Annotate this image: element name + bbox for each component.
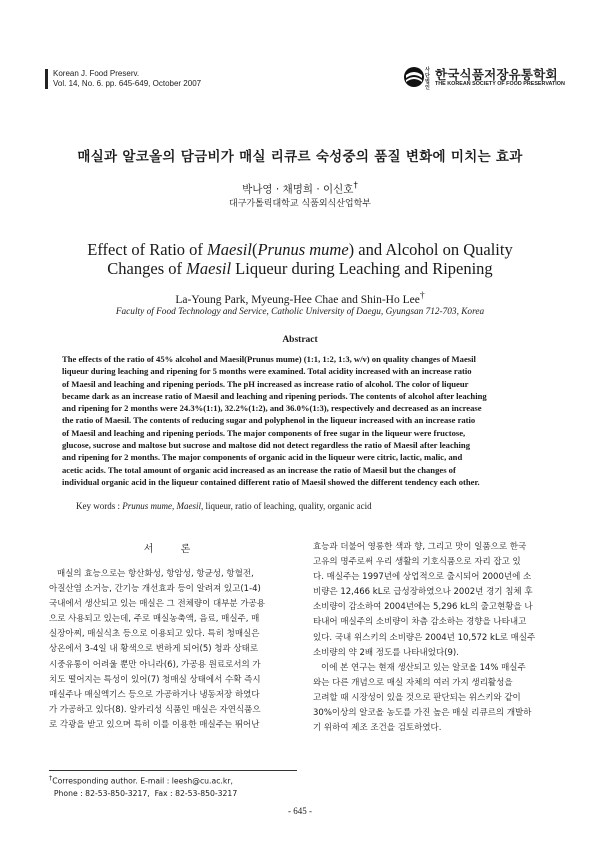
corresponding-mark: †: [353, 181, 358, 191]
text-line: 다. 매실주는 1997년에 상업적으로 출시되어 2000년에 소: [313, 572, 532, 583]
text-line: 상온에서 3-4일 내 황색으로 변하게 되어(5) 청과 상태로: [49, 644, 259, 655]
abstract-line: and ripening for 2 months. The major components of organic acid in the liqueur were citric, lactic, malic, and: [62, 452, 463, 463]
text-line: 효능과 더불어 영롱한 색과 향, 그리고 맛이 일품으로 한국: [313, 542, 527, 552]
text-line: 있다. 국내 위스키의 소비량은 2004년 10,572 kL로 매실주: [313, 632, 536, 643]
society-name-korean: 한국식품저장유통학회: [435, 67, 558, 82]
introduction-paragraph-1: [49, 567, 297, 733]
title-text: ) and Alcohol on Quality: [348, 240, 513, 259]
text-line: 로 각광을 받고 있으며 특히 이를 이용한 매실주는 뛰어난: [49, 719, 260, 730]
page-number: - 645 -: [288, 806, 312, 816]
text-line: 고려할 때 시장성이 있을 것으로 판단되는 위스키와 같이: [313, 692, 521, 703]
society-logo-block: [403, 64, 565, 94]
authors-korean-names: 박나영 · 채명희 · 이신호: [242, 183, 354, 196]
title-italic: Prunus mume: [257, 240, 349, 259]
section-title-introduction: 서 론: [143, 544, 203, 555]
text-line: 30%이상의 알코올 농도를 가진 높은 매실 리큐르의 개발하: [313, 708, 532, 719]
title-korean: 매실과 알코올의 담금비가 매실 리큐르 숙성중의 품질 변화에 미치는 효과: [77, 149, 523, 165]
corresponding-mark: †: [419, 290, 425, 301]
text-line: 소비량이 감소하여 2004년에는 5,296 kL의 출고현황을 나: [313, 602, 533, 613]
abstract-line: of Maesil and leaching and ripening periods. The major components of free sugar in the liqueur were fructose,: [62, 427, 466, 438]
text-line: 아질산염 소거능, 간기능 개선효과 등이 알려져 있고(1-4): [49, 584, 261, 595]
abstract-line: acetic acids. The total amount of organic acid increased as an increase the ratio of Maesil but the changes of: [62, 464, 456, 475]
title-text: Liqueur during Leaching and Ripening: [231, 259, 493, 278]
affiliation-english: Faculty of Food Technology and Service, Catholic University of Daegu, Gyungsan 712-703, Korea: [115, 307, 485, 317]
footnote-divider: [49, 770, 297, 771]
society-prefix: 사단 법인: [425, 67, 430, 91]
abstract-line: The effects of the ratio of 45% alcohol and Maesil(Prunus mume) (1:1, 1:2, 1:3, w/v) on quality changes of Maesil: [62, 354, 476, 364]
text-line: 타내어 매실주의 소비량이 차츰 감소하는 경향을 나타내고: [313, 617, 527, 628]
text-line: 으로 사용되고 있는데, 주로 매실농축액, 음료, 매실주, 매: [49, 614, 260, 625]
affiliation-korean: 대구가톨릭대학교 식품외식산업학부: [229, 199, 371, 209]
keywords: [76, 501, 372, 511]
introduction-paragraph-2: [313, 661, 552, 736]
journal-line-2: Vol. 14, No. 6. pp. 645-649, October 2007: [53, 79, 202, 88]
text-line: 국내에서 생산되고 있는 매실은 그 전체량이 대부분 가공용: [49, 599, 265, 610]
body-column-right: [313, 540, 552, 736]
footnote: [49, 772, 237, 801]
keywords-label: Key words :: [76, 501, 123, 511]
abstract-heading: Abstract: [282, 335, 318, 345]
title-english-line-1: [0, 240, 600, 260]
title-text: Effect of Ratio of: [87, 240, 208, 259]
text-line: 치도 떨어지는 특성이 있어(7) 청매실 상태에서 수확 즉시: [49, 674, 261, 685]
text-line: 고유의 명주로써 우리 생활의 기호식품으로 자리 잡고 있: [313, 557, 521, 568]
introduction-paragraph-1-cont: [313, 540, 552, 661]
abstract-body: [62, 353, 538, 488]
text-line: 시중유통이 어려울 뿐만 아니라(6), 가공용 원료로서의 가: [49, 659, 261, 670]
text-line: 와는 다른 개념으로 매실 자체의 여러 가지 생리활성을: [313, 677, 513, 688]
footnote-line-1: [49, 772, 237, 788]
footnote-email: Corresponding author. E-mail : leesh@cu.ac.kr,: [52, 776, 233, 786]
society-emblem-icon: [403, 66, 425, 88]
text-line: 매실주나 매실엑기스 등으로 가공하거나 냉동저장 하였다: [49, 689, 260, 700]
keywords-italic: Prunus mume, Maesil,: [122, 501, 204, 511]
text-line: 소비량의 약 2배 정도를 나타내었다(9).: [313, 647, 459, 658]
text-line: 비량은 12,466 kL로 급성장하였으나 2002년 경기 침체 후: [313, 587, 533, 598]
authors-korean: [0, 181, 600, 197]
text-line: 매실의 효능으로는 항산화성, 항암성, 항균성, 항혈전,: [57, 569, 254, 579]
body-column-left: [49, 540, 297, 733]
abstract-line: liqueur during leaching and ripening for 5 months were examined. Total acidity increased with an increase ratio: [62, 366, 472, 377]
text-line: 기 위하여 제조 조건을 검토하였다.: [313, 723, 442, 734]
authors-english-names: La-Young Park, Myeung-Hee Chae and Shin-Ho Lee: [175, 293, 420, 306]
title-text: Changes of: [107, 259, 187, 278]
abstract-line: became dark as an increase ratio of Maesil and leaching and ripening periods. The contents of alcohol after leaching: [62, 390, 487, 401]
text-line: 이에 본 연구는 현재 생산되고 있는 알코올 14% 매실주: [321, 662, 526, 673]
abstract-line: the ratio of Maesil. The contents of reducing sugar and polyphenol in the liqueur increased with an increase ratio: [62, 415, 476, 426]
abstract-line: glucose, sucrose and maltose but sucrose and maltose did not detect regardless the ratio of Maesil after leaching: [62, 440, 471, 451]
corresponding-mark: †: [49, 774, 53, 782]
text-line: 실장아찌, 매실식초 등으로 이용되고 있다. 특히 청매실은: [49, 629, 260, 640]
abstract-line: of Maesil and leaching and ripening periods. The pH increased as increase ratio of alcohol. The color of liqueur: [62, 378, 469, 389]
title-italic: Maesil: [207, 240, 252, 259]
keywords-rest: liqueur, ratio of leaching, quality, organic acid: [203, 501, 372, 511]
title-italic: Maesil: [186, 259, 232, 278]
journal-citation: [45, 69, 201, 89]
footnote-line-2: Phone : 82-53-850-3217, Fax : 82-53-850-3217: [49, 789, 238, 799]
society-name-english: THE KOREAN SOCIETY OF FOOD PRESERVATION: [435, 81, 565, 87]
text-line: 가 가공하고 있다(8). 알카리성 식품인 매실은 자연식품으: [49, 704, 261, 715]
abstract-line: and ripening for 2 months were 24.3%(1:1), 32.2%(1:2), and 36.0%(1:3), respectively and decreased as an increase: [62, 403, 482, 414]
title-english-line-2: [0, 259, 600, 279]
journal-line-1: Korean J. Food Preserv.: [53, 69, 140, 78]
title-text: (: [251, 240, 258, 259]
authors-english: [0, 290, 600, 306]
abstract-line: individual organic acid in the liqueur contained different ratio of Maesil showed the different tendency each other.: [62, 476, 480, 487]
